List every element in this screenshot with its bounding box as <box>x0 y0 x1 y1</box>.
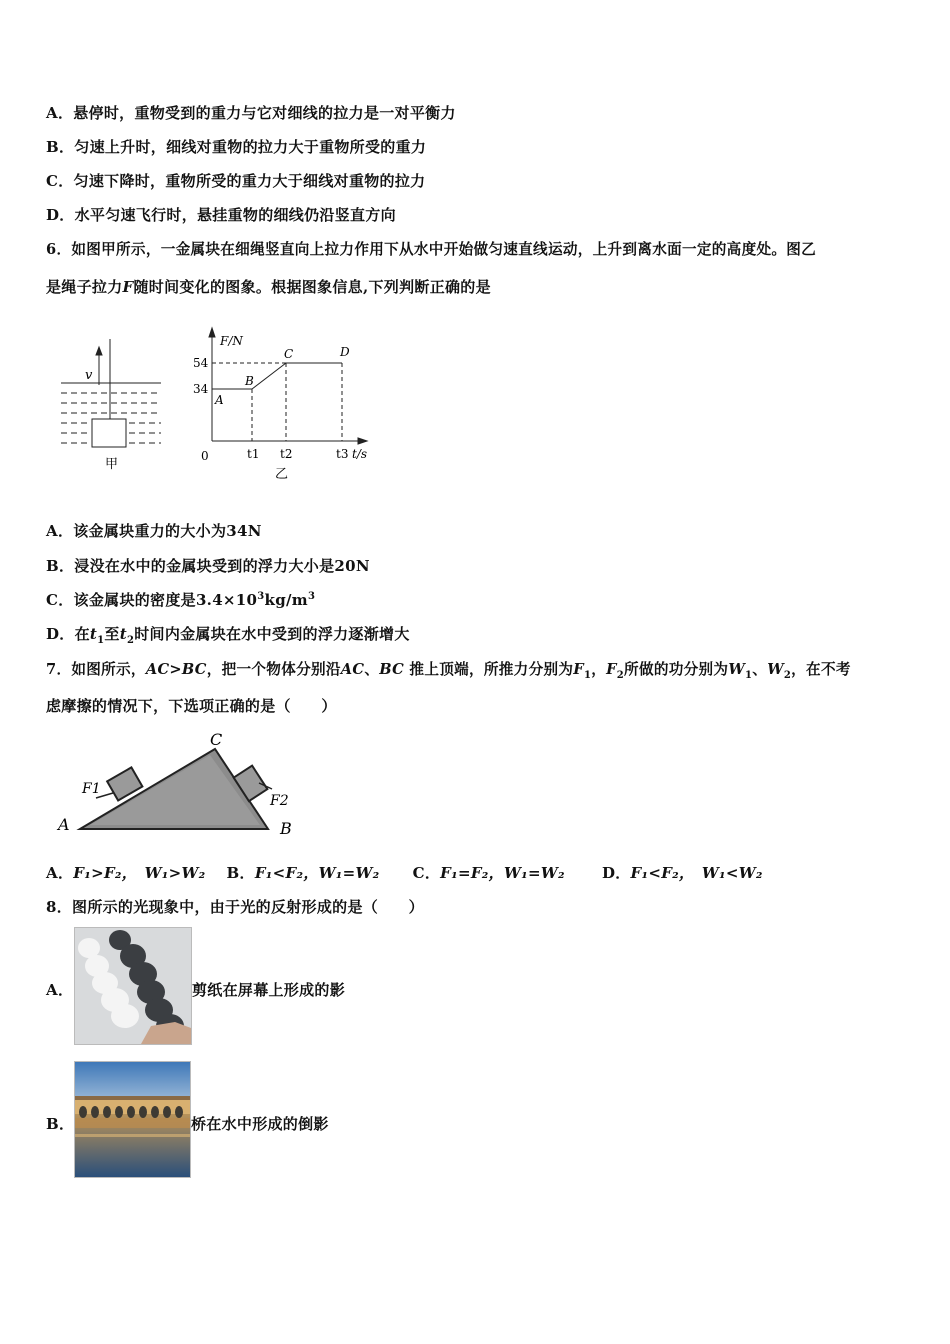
force-f2-label: F2 <box>270 793 289 809</box>
point-c: C <box>284 347 294 361</box>
velocity-label: v <box>85 368 93 383</box>
q5-option-c: C．匀速下降时，重物所受的重力大于细线对重物的拉力 <box>46 172 426 190</box>
vertex-b: B <box>280 819 292 838</box>
q7-option-d-text: F₁<F₂， W₁<W₂ <box>630 864 763 882</box>
q6-option-b: B．浸没在水中的金属块受到的浮力大小是20N <box>46 557 370 575</box>
q6-stem-line2: 是绳子拉力F随时间变化的图象。根据图象信息,下列判断正确的是 <box>46 278 491 296</box>
q7-options <box>46 862 763 883</box>
fig-right-caption: 乙 <box>275 467 289 482</box>
q6-option-d: D．在$t_1$至$t_2$时间内金属块在水中受到的浮力逐渐增大 <box>46 625 410 646</box>
q7-option-c-label: C． <box>412 864 441 882</box>
fig-left-caption: 甲 <box>105 457 119 472</box>
point-d: D <box>340 345 350 359</box>
q5-option-d: D．水平匀速飞行时，悬挂重物的细线仍沿竖直方向 <box>46 206 396 224</box>
q7-option-a-text: F₁>F₂， W₁>W₂ <box>73 864 206 882</box>
origin-label: 0 <box>201 449 209 463</box>
q7-option-c-text: F₁=F₂，W₁=W₂ <box>440 864 565 882</box>
q6-stem-line1: 6．如图甲所示，一金属块在细绳竖直向上拉力作用下从水中开始做匀速直线运动，上升到离水面一定的高度处。图乙 <box>46 241 817 258</box>
q6-figure-left <box>55 335 175 475</box>
q7-option-b-text: F₁<F₂，W₁=W₂ <box>254 864 380 882</box>
point-b: B <box>245 374 254 388</box>
q7-stem-line1: 7．如图所示，AC>BC，把一个物体分别沿AC、BC 推上顶端，所推力分别为$F_1$，$F_2$所做的功分别为$W_1$、$W_2$，在不考 <box>46 661 851 681</box>
q6-figure-right <box>185 325 385 485</box>
q7-option-b-label: B． <box>226 864 255 882</box>
q8-option-b-text: 桥在水中形成的倒影 <box>191 1115 329 1133</box>
x-tick-t1: t1 <box>247 447 260 461</box>
q7-option-a-label: A． <box>46 864 74 882</box>
q5-option-b: B．匀速上升时，细线对重物的拉力大于重物所受的重力 <box>46 138 427 156</box>
x-axis-label: t/s <box>352 447 368 461</box>
q6-option-a: A．该金属块重力的大小为34N <box>46 522 262 540</box>
y-tick-54: 54 <box>193 356 209 370</box>
q8-option-a-text: 剪纸在屏幕上形成的影 <box>192 981 346 999</box>
force-f1-label: F1 <box>82 781 101 797</box>
q5-option-a: A．悬停时，重物受到的重力与它对细线的拉力是一对平衡力 <box>46 104 456 122</box>
y-tick-34: 34 <box>193 382 209 396</box>
y-axis-label: F/N <box>220 334 243 348</box>
q8-stem: 8．图所示的光现象中，由于光的反射形成的是（ ） <box>46 898 424 916</box>
paper-cut-shadow-photo <box>74 927 192 1045</box>
x-tick-t3: t3 <box>336 447 349 461</box>
vertex-c: C <box>210 730 223 749</box>
q8-option-a-label: A． <box>46 981 74 999</box>
x-tick-t2: t2 <box>280 447 293 461</box>
bridge-reflection-photo <box>74 1061 191 1178</box>
q7-incline-figure <box>50 725 310 845</box>
q8-option-b-label: B． <box>46 1115 75 1133</box>
point-a: A <box>215 393 224 407</box>
q6-option-c: C．该金属块的密度是$3.4\times 10^3kg/m^3$ <box>46 591 316 609</box>
q7-stem-line2: 虑摩擦的情况下，下选项正确的是（ ） <box>46 697 337 715</box>
q7-option-d-label: D． <box>601 864 631 882</box>
vertex-a: A <box>58 815 70 834</box>
